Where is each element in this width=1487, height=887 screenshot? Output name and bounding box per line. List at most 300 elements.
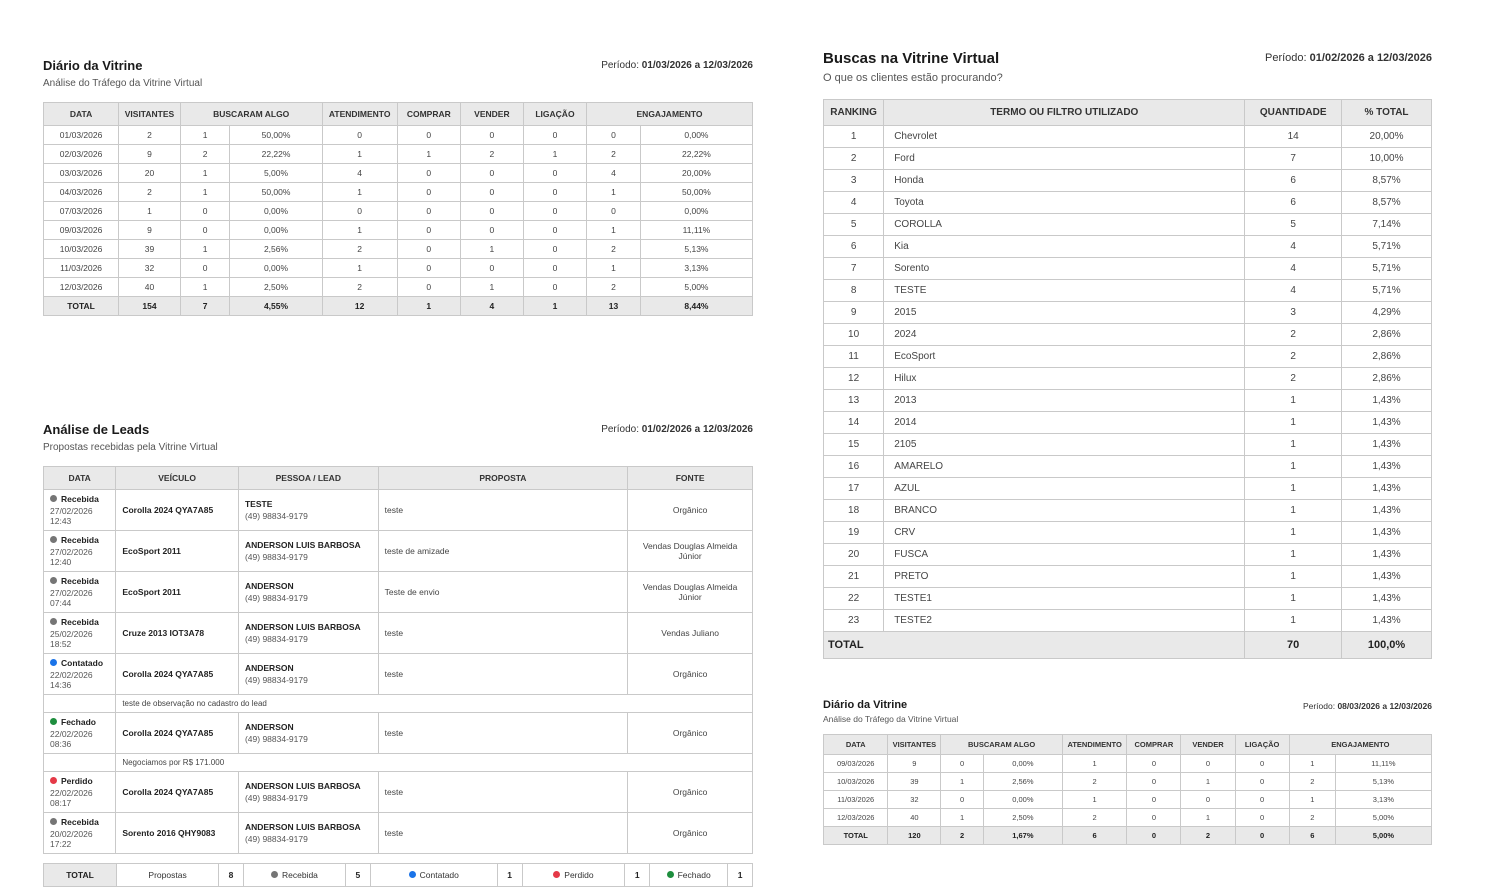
cell: 50,00% bbox=[230, 126, 322, 145]
cell: 0 bbox=[322, 126, 397, 145]
lead-datetime: 25/02/2026 18:52 bbox=[50, 629, 93, 649]
lead-vehicle-cell: Sorento 2016 QHY9083 bbox=[116, 813, 239, 854]
cell: 5,71% bbox=[1342, 236, 1432, 258]
lead-note-row bbox=[44, 754, 753, 772]
column-header: DATA bbox=[44, 103, 119, 126]
cell: 0 bbox=[1127, 773, 1181, 791]
lead-source-cell: Vendas Douglas Almeida Júnior bbox=[628, 531, 753, 572]
section-subtitle: Análise do Tráfego da Vitrine Virtual bbox=[823, 714, 959, 724]
total-item-value-cell: 5 bbox=[346, 864, 371, 887]
cell: 22,22% bbox=[640, 145, 752, 164]
cell: 4 bbox=[824, 192, 884, 214]
lead-person-name: ANDERSON bbox=[244, 663, 294, 673]
recebida-status-dot-icon bbox=[50, 536, 57, 543]
cell: 7 bbox=[1245, 148, 1342, 170]
cell: 39 bbox=[888, 773, 941, 791]
table-row bbox=[44, 183, 753, 202]
recebida-status-dot-icon bbox=[50, 577, 57, 584]
lead-datetime: 27/02/2026 12:43 bbox=[50, 506, 93, 526]
table-row bbox=[44, 221, 753, 240]
lead-status bbox=[50, 576, 109, 586]
cell: 0 bbox=[523, 240, 586, 259]
lead-source-cell: Orgânico bbox=[628, 813, 753, 854]
total-cell: 4 bbox=[460, 297, 523, 316]
cell: 1 bbox=[1062, 791, 1126, 809]
note-cell: teste de observação no cadastro do lead bbox=[116, 695, 753, 713]
cell: 1,43% bbox=[1342, 434, 1432, 456]
total-item-label: Propostas bbox=[148, 870, 187, 880]
lead-vehicle-cell: Cruze 2013 IOT3A78 bbox=[116, 613, 239, 654]
lead-date-cell bbox=[44, 813, 116, 854]
lead-date-cell bbox=[44, 654, 116, 695]
lead-person-name: ANDERSON LUIS BARBOSA bbox=[244, 781, 361, 791]
lead-status bbox=[50, 617, 109, 627]
cell: 4 bbox=[587, 164, 641, 183]
period-value: 08/03/2026 a 12/03/2026 bbox=[1337, 701, 1432, 711]
cell: 2 bbox=[1245, 346, 1342, 368]
column-header: VENDER bbox=[1181, 735, 1235, 755]
lead-vehicle-cell: Corolla 2024 QYA7A85 bbox=[116, 490, 239, 531]
table-row bbox=[824, 148, 1432, 170]
lead-person-phone: (49) 98834-9179 bbox=[244, 552, 308, 562]
cell: 1 bbox=[180, 164, 230, 183]
table-row bbox=[824, 478, 1432, 500]
term-cell: Sorento bbox=[884, 258, 1245, 280]
column-header: FONTE bbox=[628, 467, 753, 490]
section-traffic-report-1 bbox=[43, 58, 753, 316]
column-header: PESSOA / LEAD bbox=[238, 467, 378, 490]
cell: 6 bbox=[1245, 192, 1342, 214]
cell: 2 bbox=[322, 278, 397, 297]
cell: 0 bbox=[587, 202, 641, 221]
table-body bbox=[44, 126, 753, 316]
lead-date-cell bbox=[44, 713, 116, 754]
section-header bbox=[823, 50, 1432, 99]
lead-source-cell: Orgânico bbox=[628, 772, 753, 813]
cell: 2,86% bbox=[1342, 368, 1432, 390]
cell: 0 bbox=[1235, 773, 1289, 791]
lead-person-cell bbox=[238, 654, 378, 695]
cell: 1 bbox=[587, 183, 641, 202]
total-cell: 1 bbox=[397, 297, 460, 316]
cell: 0 bbox=[322, 202, 397, 221]
fechado-status-dot-icon bbox=[50, 718, 57, 725]
table-row bbox=[824, 566, 1432, 588]
table-row bbox=[824, 500, 1432, 522]
cell: 2 bbox=[587, 278, 641, 297]
cell: 0 bbox=[1127, 755, 1181, 773]
lead-row bbox=[44, 654, 753, 695]
right-column bbox=[823, 50, 1432, 887]
cell: 1,43% bbox=[1342, 478, 1432, 500]
term-cell: Hilux bbox=[884, 368, 1245, 390]
cell: 5,13% bbox=[640, 240, 752, 259]
fechado-status-dot-icon bbox=[667, 871, 674, 878]
column-header: LIGAÇÃO bbox=[1235, 735, 1289, 755]
cell: 17 bbox=[824, 478, 884, 500]
cell: 2 bbox=[460, 145, 523, 164]
total-item-value-cell: 1 bbox=[497, 864, 522, 887]
cell: 39 bbox=[119, 240, 181, 259]
table-row bbox=[824, 192, 1432, 214]
lead-status-label: Recebida bbox=[61, 817, 99, 827]
recebida-status-dot-icon bbox=[50, 495, 57, 502]
cell: 5,00% bbox=[230, 164, 322, 183]
cell: 0,00% bbox=[230, 259, 322, 278]
lead-row bbox=[44, 713, 753, 754]
lead-person-phone: (49) 98834-9179 bbox=[244, 793, 308, 803]
lead-datetime: 22/02/2026 08:17 bbox=[50, 788, 93, 808]
cell: 07/03/2026 bbox=[44, 202, 119, 221]
cell: 1,43% bbox=[1342, 522, 1432, 544]
cell: 50,00% bbox=[640, 183, 752, 202]
cell: 8,57% bbox=[1342, 170, 1432, 192]
cell: 5,13% bbox=[1335, 773, 1431, 791]
cell: 12/03/2026 bbox=[44, 278, 119, 297]
lead-status-label: Recebida bbox=[61, 494, 99, 504]
total-cell: 6 bbox=[1062, 827, 1126, 845]
lead-note-row bbox=[44, 695, 753, 713]
perdido-status-dot-icon bbox=[553, 871, 560, 878]
cell: 16 bbox=[824, 456, 884, 478]
lead-row bbox=[44, 613, 753, 654]
cell: 1 bbox=[180, 126, 230, 145]
recebida-status-dot-icon bbox=[50, 618, 57, 625]
cell: 1 bbox=[322, 259, 397, 278]
table-body bbox=[44, 490, 753, 854]
lead-row bbox=[44, 772, 753, 813]
total-cell: 0 bbox=[1127, 827, 1181, 845]
cell: 1 bbox=[180, 278, 230, 297]
cell: 0 bbox=[941, 791, 984, 809]
total-cell: 7 bbox=[180, 297, 230, 316]
cell: 40 bbox=[888, 809, 941, 827]
lead-date-cell bbox=[44, 572, 116, 613]
cell: 12/03/2026 bbox=[824, 809, 888, 827]
cell: 1 bbox=[460, 278, 523, 297]
cell: 1 bbox=[1289, 791, 1335, 809]
lead-status bbox=[50, 817, 109, 827]
lead-vehicle-cell: Corolla 2024 QYA7A85 bbox=[116, 713, 239, 754]
lead-person-cell bbox=[238, 490, 378, 531]
term-cell: Chevrolet bbox=[884, 126, 1245, 148]
period-value: 01/02/2026 a 12/03/2026 bbox=[1309, 52, 1432, 64]
cell: 0,00% bbox=[640, 202, 752, 221]
cell: 1,43% bbox=[1342, 412, 1432, 434]
lead-row bbox=[44, 813, 753, 854]
total-item-value-cell: 1 bbox=[625, 864, 650, 887]
term-cell: 2014 bbox=[884, 412, 1245, 434]
table-row bbox=[824, 588, 1432, 610]
table-row bbox=[44, 164, 753, 183]
cell: 10/03/2026 bbox=[44, 240, 119, 259]
lead-datetime: 20/02/2026 17:22 bbox=[50, 829, 93, 849]
lead-datetime: 22/02/2026 08:36 bbox=[50, 729, 93, 749]
term-cell: Toyota bbox=[884, 192, 1245, 214]
total-quantity-cell: 70 bbox=[1245, 632, 1342, 659]
cell: 2 bbox=[180, 145, 230, 164]
cell: 5 bbox=[824, 214, 884, 236]
cell: 1 bbox=[1245, 412, 1342, 434]
left-column bbox=[43, 50, 753, 887]
cell: 02/03/2026 bbox=[44, 145, 119, 164]
term-cell: PRETO bbox=[884, 566, 1245, 588]
cell: 4,29% bbox=[1342, 302, 1432, 324]
cell: 1 bbox=[1181, 809, 1235, 827]
cell: 9 bbox=[888, 755, 941, 773]
cell: 1 bbox=[1245, 434, 1342, 456]
cell: 0,00% bbox=[983, 755, 1062, 773]
section-title: Diário da Vitrine bbox=[823, 699, 908, 711]
lead-status-label: Fechado bbox=[61, 717, 96, 727]
lead-vehicle-cell: Corolla 2024 QYA7A85 bbox=[116, 772, 239, 813]
cell: 3 bbox=[824, 170, 884, 192]
lead-datetime: 27/02/2026 07:44 bbox=[50, 588, 93, 608]
column-header: QUANTIDADE bbox=[1245, 100, 1342, 126]
cell: 0 bbox=[523, 164, 586, 183]
column-header: LIGAÇÃO bbox=[523, 103, 586, 126]
total-cell: 8,44% bbox=[640, 297, 752, 316]
table-body bbox=[44, 864, 753, 887]
lead-person-name: ANDERSON bbox=[244, 722, 294, 732]
cell: 2 bbox=[1289, 809, 1335, 827]
lead-person-phone: (49) 98834-9179 bbox=[244, 593, 308, 603]
cell: 11,11% bbox=[640, 221, 752, 240]
cell: 0 bbox=[397, 240, 460, 259]
cell: 1 bbox=[1245, 500, 1342, 522]
lead-datetime: 27/02/2026 12:40 bbox=[50, 547, 93, 567]
term-cell: AZUL bbox=[884, 478, 1245, 500]
searches-ranking-table bbox=[823, 99, 1432, 659]
total-cell: 12 bbox=[322, 297, 397, 316]
period-range bbox=[1303, 699, 1432, 711]
term-cell: 2105 bbox=[884, 434, 1245, 456]
table-row bbox=[824, 390, 1432, 412]
lead-row bbox=[44, 572, 753, 613]
total-cell: 120 bbox=[888, 827, 941, 845]
cell: 5 bbox=[1245, 214, 1342, 236]
cell: 2,50% bbox=[230, 278, 322, 297]
cell: 4 bbox=[1245, 280, 1342, 302]
cell: 1 bbox=[397, 145, 460, 164]
cell: 0 bbox=[397, 126, 460, 145]
cell: 0 bbox=[523, 202, 586, 221]
section-traffic-report-2 bbox=[823, 699, 1432, 845]
table-row bbox=[824, 791, 1432, 809]
cell: 19 bbox=[824, 522, 884, 544]
table-row bbox=[824, 126, 1432, 148]
cell: 1 bbox=[1245, 544, 1342, 566]
cell: 1 bbox=[322, 145, 397, 164]
total-item-value-cell: 8 bbox=[219, 864, 244, 887]
table-row bbox=[824, 412, 1432, 434]
column-header: ENGAJAMENTO bbox=[587, 103, 753, 126]
cell: 11 bbox=[824, 346, 884, 368]
table-row bbox=[44, 145, 753, 164]
total-cell: TOTAL bbox=[824, 827, 888, 845]
cell: 7,14% bbox=[1342, 214, 1432, 236]
table-row bbox=[824, 214, 1432, 236]
cell: 1 bbox=[1245, 610, 1342, 632]
cell: 9 bbox=[119, 221, 181, 240]
cell: 5,00% bbox=[1335, 809, 1431, 827]
cell: 0 bbox=[1235, 791, 1289, 809]
table-head bbox=[824, 735, 1432, 755]
period-label: Período: bbox=[1265, 52, 1307, 64]
table-row bbox=[824, 522, 1432, 544]
cell: 20,00% bbox=[640, 164, 752, 183]
total-percent-cell: 100,0% bbox=[1342, 632, 1432, 659]
lead-status bbox=[50, 776, 109, 786]
section-title: Buscas na Vitrine Virtual bbox=[823, 50, 1000, 67]
cell: 0 bbox=[397, 259, 460, 278]
total-cell: TOTAL bbox=[44, 297, 119, 316]
column-header: COMPRAR bbox=[1127, 735, 1181, 755]
contatado-status-dot-icon bbox=[50, 659, 57, 666]
lead-status bbox=[50, 535, 109, 545]
lead-person-cell bbox=[238, 572, 378, 613]
cell: 1,43% bbox=[1342, 456, 1432, 478]
period-label: Período: bbox=[601, 424, 639, 435]
cell: 2 bbox=[1062, 773, 1126, 791]
total-item-label-cell bbox=[522, 864, 625, 887]
cell: 0 bbox=[180, 221, 230, 240]
lead-status bbox=[50, 717, 109, 727]
total-cell: 0 bbox=[1235, 827, 1289, 845]
cell: 1 bbox=[941, 773, 984, 791]
column-header: DATA bbox=[44, 467, 116, 490]
term-cell: 2013 bbox=[884, 390, 1245, 412]
total-item-label-cell bbox=[650, 864, 728, 887]
table-row bbox=[824, 236, 1432, 258]
cell: 0 bbox=[1127, 809, 1181, 827]
lead-date-cell bbox=[44, 490, 116, 531]
cell: 22 bbox=[824, 588, 884, 610]
cell: 0,00% bbox=[230, 221, 322, 240]
section-subtitle: Propostas recebidas pela Vitrine Virtual bbox=[43, 442, 218, 453]
table-row bbox=[824, 544, 1432, 566]
period-range bbox=[1265, 50, 1432, 64]
cell: 09/03/2026 bbox=[44, 221, 119, 240]
table-row bbox=[44, 202, 753, 221]
cell: 9 bbox=[824, 302, 884, 324]
lead-source-cell: Orgânico bbox=[628, 713, 753, 754]
cell: 0 bbox=[180, 259, 230, 278]
cell: 11,11% bbox=[1335, 755, 1431, 773]
lead-source-cell: Vendas Douglas Almeida Júnior bbox=[628, 572, 753, 613]
lead-person-phone: (49) 98834-9179 bbox=[244, 734, 308, 744]
column-header: % TOTAL bbox=[1342, 100, 1432, 126]
table-row bbox=[824, 434, 1432, 456]
note-cell: Negociamos por R$ 171.000 bbox=[116, 754, 753, 772]
cell: 2 bbox=[119, 126, 181, 145]
cell: 2 bbox=[1289, 773, 1335, 791]
cell: 1 bbox=[1062, 755, 1126, 773]
table-row bbox=[44, 240, 753, 259]
cell: 1,43% bbox=[1342, 566, 1432, 588]
cell: 15 bbox=[824, 434, 884, 456]
cell: 20,00% bbox=[1342, 126, 1432, 148]
lead-proposal-cell: teste bbox=[378, 654, 628, 695]
section-title: Análise de Leads bbox=[43, 422, 150, 437]
term-cell: 2024 bbox=[884, 324, 1245, 346]
column-header: ENGAJAMENTO bbox=[1289, 735, 1431, 755]
column-header: DATA bbox=[824, 735, 888, 755]
traffic-table-1 bbox=[43, 102, 753, 316]
total-cell: 4,55% bbox=[230, 297, 322, 316]
table-row bbox=[824, 809, 1432, 827]
column-header: VEÍCULO bbox=[116, 467, 239, 490]
column-header: PROPOSTA bbox=[378, 467, 628, 490]
term-cell: Kia bbox=[884, 236, 1245, 258]
table-row bbox=[824, 258, 1432, 280]
table-row bbox=[824, 456, 1432, 478]
cell: 11/03/2026 bbox=[824, 791, 888, 809]
cell: 0 bbox=[460, 202, 523, 221]
lead-date-cell bbox=[44, 613, 116, 654]
cell: 13 bbox=[824, 390, 884, 412]
cell: 1 bbox=[587, 221, 641, 240]
table-row bbox=[44, 278, 753, 297]
cell: 0 bbox=[523, 278, 586, 297]
lead-person-name: TESTE bbox=[244, 499, 273, 509]
lead-proposal-cell: teste bbox=[378, 613, 628, 654]
lead-person-name: ANDERSON LUIS BARBOSA bbox=[244, 622, 361, 632]
cell: 0 bbox=[397, 183, 460, 202]
cell: 0 bbox=[397, 164, 460, 183]
table-total-row bbox=[44, 297, 753, 316]
lead-status bbox=[50, 494, 109, 504]
table-total-row bbox=[824, 632, 1432, 659]
column-header: ATENDIMENTO bbox=[322, 103, 397, 126]
lead-status-label: Perdido bbox=[61, 776, 93, 786]
term-cell: AMARELO bbox=[884, 456, 1245, 478]
cell: 5,71% bbox=[1342, 258, 1432, 280]
traffic-table-2 bbox=[823, 734, 1432, 845]
total-label-cell: TOTAL bbox=[44, 864, 117, 887]
cell: 18 bbox=[824, 500, 884, 522]
leads-total-row bbox=[44, 864, 753, 887]
table-header-row bbox=[44, 103, 753, 126]
lead-status-label: Recebida bbox=[61, 535, 99, 545]
lead-status bbox=[50, 658, 109, 668]
cell: 0 bbox=[1181, 755, 1235, 773]
recebida-status-dot-icon bbox=[271, 871, 278, 878]
total-item-label: Contatado bbox=[419, 870, 459, 880]
cell: 09/03/2026 bbox=[824, 755, 888, 773]
cell: 6 bbox=[1245, 170, 1342, 192]
total-cell: 6 bbox=[1289, 827, 1335, 845]
section-header bbox=[43, 422, 753, 466]
cell: 8 bbox=[824, 280, 884, 302]
cell: 10/03/2026 bbox=[824, 773, 888, 791]
column-header: VISITANTES bbox=[119, 103, 181, 126]
cell: 0 bbox=[941, 755, 984, 773]
period-label: Período: bbox=[601, 60, 639, 71]
cell: 3,13% bbox=[1335, 791, 1431, 809]
empty-cell bbox=[44, 754, 116, 772]
cell: 0 bbox=[587, 126, 641, 145]
cell: 7 bbox=[824, 258, 884, 280]
cell: 0 bbox=[460, 183, 523, 202]
cell: 1 bbox=[180, 240, 230, 259]
section-leads-report bbox=[43, 422, 753, 887]
cell: 12 bbox=[824, 368, 884, 390]
table-head bbox=[44, 103, 753, 126]
column-header: VISITANTES bbox=[888, 735, 941, 755]
lead-row bbox=[44, 531, 753, 572]
table-row bbox=[824, 280, 1432, 302]
